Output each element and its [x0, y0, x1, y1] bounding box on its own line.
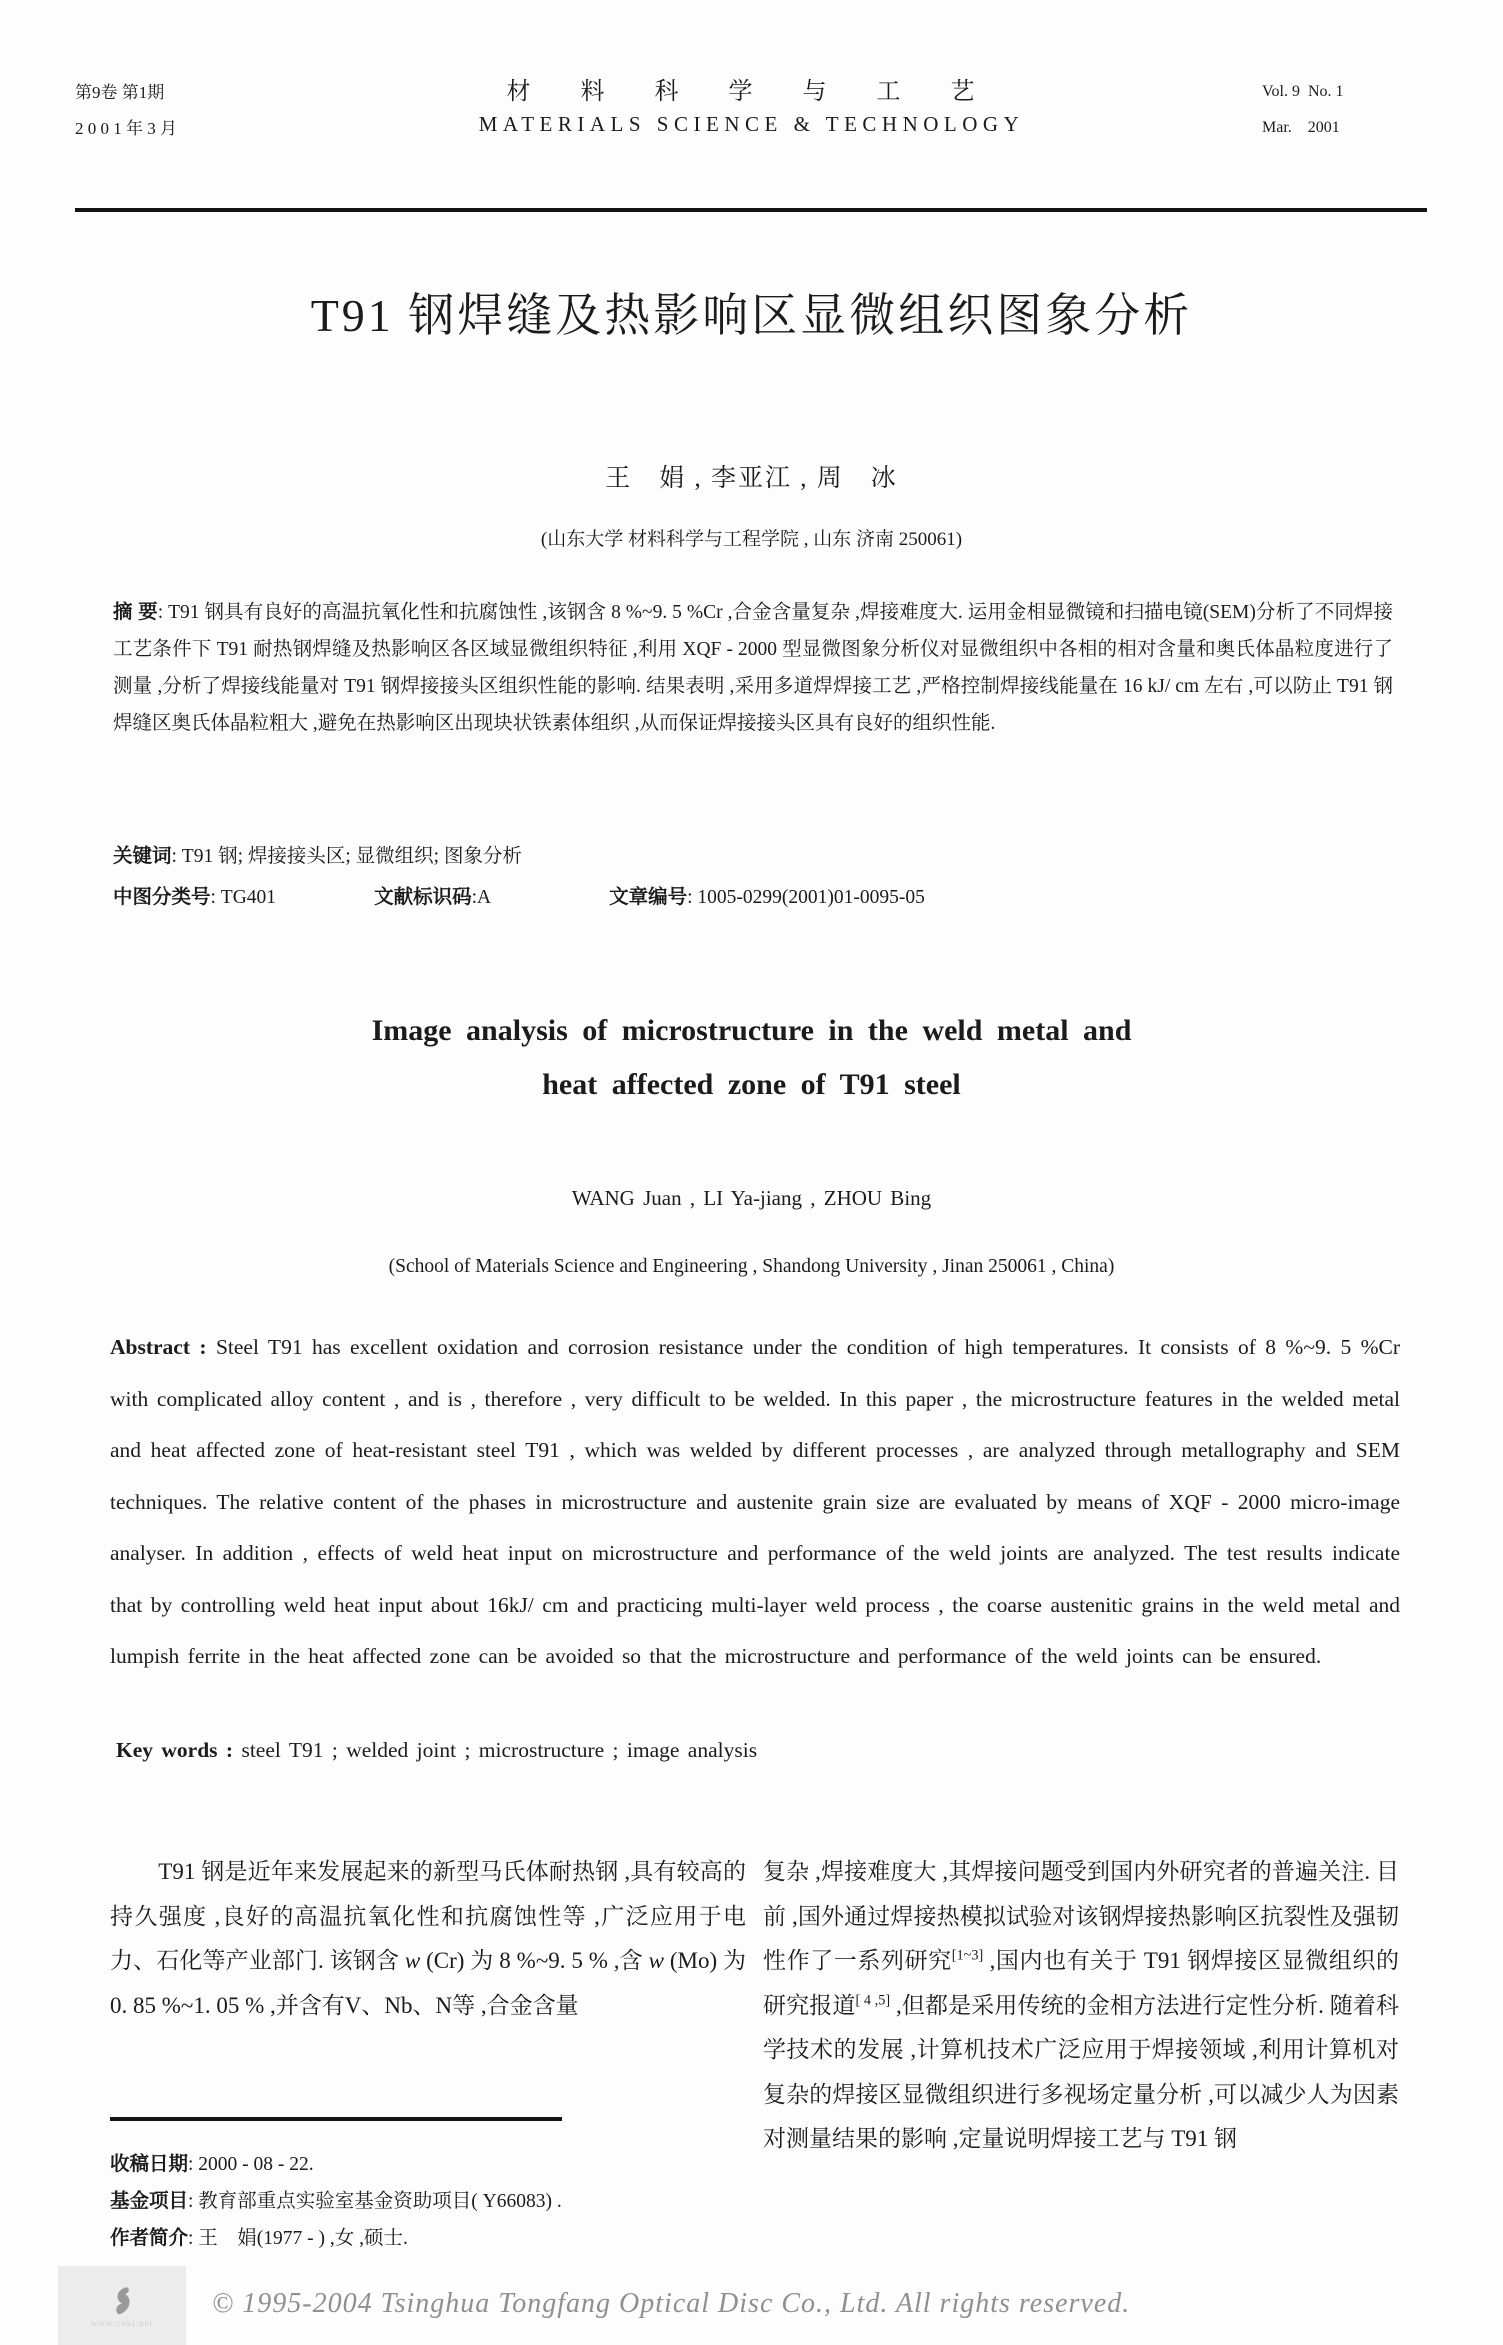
- cnki-logo-caption: www.cnki.net: [91, 2318, 153, 2328]
- footnote-bio-label: 作者简介: [110, 2227, 189, 2249]
- article-id-label: 文章编号: [609, 886, 688, 908]
- body-column-right: 复杂 ,焊接难度大 ,其焊接问题受到国内外研究者的普遍关注. 目前 ,国外通过焊接热模拟试验对该钢焊接热影响区抗裂性及强韧性作了一系列研究[1~3] ,国内也有关于 T91 钢焊接区显微组织的研究报道[ 4 ,5] ,但都是采用传统的金相方法进行定性分析. 随着科学技术的发展 ,计算机技术广泛应用于焊接领域 ,利用计算机对复杂的焊接区显微组织进行多视场定量分析 ,可以减少人为因素对测量结果的影响 ,定量说明焊接工艺与 T91 钢: [763, 1859, 1400, 2151]
- abstract-en: [110, 1322, 1400, 1683]
- abstract-zh-label: 摘 要: [113, 601, 158, 623]
- clc-value: : TG401: [210, 887, 277, 908]
- classification-line: [113, 888, 925, 908]
- abstract-zh: [113, 594, 1393, 742]
- clc-number: [113, 888, 276, 908]
- footnote-fund: [110, 2183, 770, 2220]
- journal-title-en: MATERIALS SCIENCE & TECHNOLOGY: [478, 112, 1025, 136]
- article-title-zh: T91 钢焊缝及热影响区显微组织图象分析: [310, 290, 1193, 341]
- header-rule: [75, 208, 1427, 212]
- keywords-zh-label: 关键词: [113, 845, 172, 867]
- footnote-bio: [110, 2220, 770, 2257]
- article-title-en-line1: Image analysis of microstructure in the weld metal and: [371, 1014, 1132, 1047]
- keywords-en: [116, 1738, 757, 1763]
- footnotes: [110, 2146, 770, 2257]
- footnote-rule: [110, 2117, 562, 2121]
- abstract-en-label: Abstract :: [110, 1335, 207, 1359]
- authors-en: WANG Juan , LI Ya-jiang , ZHOU Bing: [571, 1186, 932, 1210]
- footnote-fund-value: : 教育部重点实验室基金资助项目( Y66083) .: [188, 2191, 562, 2212]
- body-column-left: T91 钢是近年来发展起来的新型马氏体耐热钢 ,具有较高的持久强度 ,良好的高温抗氧化性和抗腐蚀性等 ,广泛应用于电力、石化等产业部门. 该钢含 w (Cr) 为 8 %~9. 5 % ,含 w (Mo) 为 0. 85 %~1. 05 % ,并含有V、Nb、N等 ,合金含量: [110, 1859, 746, 2018]
- keywords-zh-text: : T91 钢; 焊接接头区; 显微组织; 图象分析: [171, 846, 522, 867]
- affiliation-zh: (山东大学 材料科学与工程学院 , 山东 济南 250061): [540, 529, 963, 550]
- article-title-en-line2: heat affected zone of T91 steel: [542, 1068, 961, 1101]
- footnote-fund-label: 基金项目: [110, 2190, 189, 2212]
- keywords-zh: [113, 847, 522, 867]
- footnote-bio-value: : 王 娟(1977 - ) ,女 ,硕士.: [188, 2228, 408, 2249]
- abstract-zh-text: : T91 钢具有良好的高温抗氧化性和抗腐蚀性 ,该钢含 8 %~9. 5 %Cr ,合金含量复杂 ,焊接难度大. 运用金相显微镜和扫描电镜(SEM)分析了不同焊接工艺条件下 T91 耐热钢焊缝及热影响区各区域显微组织特征 ,利用 XQF - 2000 型显微图象分析仪对显微组织中各相的相对含量和奥氏体晶粒度进行了测量 ,分析了焊接线能量对 T91 钢焊接接头区组织性能的影响. 结果表明 ,采用多道焊焊接工艺 ,严格控制焊接线能量在 16 kJ/ cm 左右 ,可以防止 T91 钢焊缝区奥氏体晶粒粗大 ,避免在热影响区出现块状铁素体组织 ,从而保证焊接接头区具有良好的组织性能.: [113, 602, 1394, 734]
- footnote-received: [110, 2146, 770, 2183]
- copyright-notice: © 1995-2004 Tsinghua Tongfang Optical Disc Co., Ltd. All rights reserved.: [212, 2288, 1131, 2319]
- cnki-logo: [58, 2266, 186, 2345]
- footnote-received-value: : 2000 - 08 - 22.: [188, 2154, 314, 2175]
- article-id: [609, 888, 925, 908]
- header-date-zh: 2 0 0 1 年 3 月: [75, 119, 177, 138]
- header-date-en: Mar. 2001: [1262, 119, 1340, 136]
- document-code: [374, 888, 491, 908]
- doc-code-value: :A: [471, 887, 492, 908]
- keywords-en-text: steel T91 ; welded joint ; microstructure ; image analysis: [233, 1738, 758, 1762]
- header-vol-issue-zh: 第9卷 第1期: [75, 83, 165, 102]
- header-vol-issue-en: Vol. 9 No. 1: [1262, 83, 1344, 100]
- cnki-swirl-icon: [105, 2283, 139, 2317]
- clc-label: 中图分类号: [113, 886, 211, 908]
- doc-code-label: 文献标识码: [374, 886, 472, 908]
- affiliation-en: (School of Materials Science and Engineering , Shandong University , Jinan 250061 , China): [388, 1256, 1115, 1277]
- journal-title-zh: 材 料 科 学 与 工 艺: [506, 79, 997, 105]
- authors-zh: 王 娟 , 李亚江 , 周 冰: [605, 465, 898, 492]
- abstract-en-text: Steel T91 has excellent oxidation and corrosion resistance under the condition of high temperatures. It consists of 8 %~9. 5 %Cr with complicated alloy content , and is , therefore , very difficult to be welded. In this paper , the microstructure features in the welded metal and heat affected zone of heat-resistant steel T91 , which was welded by different processes , are analyzed through metallography and SEM techniques. The relative content of the phases in microstructure and austenite grain size are evaluated by means of XQF - 2000 micro-image analyser. In addition , effects of weld heat input on microstructure and performance of the weld joints are analyzed. The test results indicate that by controlling weld heat input about 16kJ/ cm and practicing multi-layer weld process , the coarse austenitic grains in the weld metal and lumpish ferrite in the heat affected zone can be avoided so that the microstructure and performance of the weld joints can be ensured.: [110, 1335, 1400, 1668]
- keywords-en-label: Key words :: [116, 1738, 234, 1762]
- footnote-received-label: 收稿日期: [110, 2153, 189, 2175]
- article-id-value: : 1005-0299(2001)01-0095-05: [687, 887, 925, 908]
